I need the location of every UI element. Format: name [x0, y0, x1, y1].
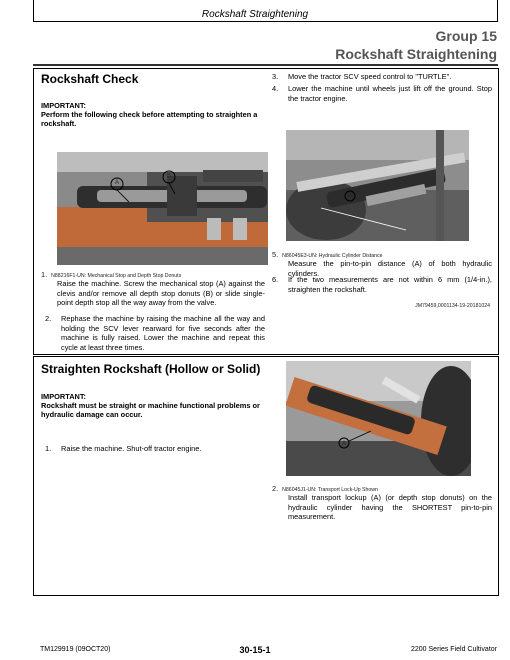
- step2-number: 2.: [45, 314, 52, 323]
- step5-body: Measure the pin-to-pin distance (A) of both hydraulic cylinders.: [288, 259, 492, 278]
- straighten-step1: [45, 444, 265, 454]
- step6-body: If the two measurements are not within 6 mm (1/4-in.), straighten the rockshaft.: [288, 275, 492, 294]
- step2-body: Rephase the machine by raising the machine all the way and holding the SCV lever rearward for five seconds after the machine is fully raised. Lower the machine and repeat this cycle at least three times.: [61, 314, 265, 352]
- straighten-important-label: IMPORTANT:: [41, 392, 87, 401]
- step1-text: [41, 279, 265, 308]
- figure2-callout-a: A: [348, 193, 353, 199]
- footer-manual-code: TM129919 (09OCT20): [40, 646, 111, 653]
- step4: [272, 84, 492, 103]
- document-reference: JM79459,0001134-19-20181024: [415, 303, 490, 309]
- hydraulic-cylinder-photo: [286, 130, 469, 241]
- figure2-caption: [272, 250, 383, 259]
- title-rule: [33, 64, 498, 66]
- rockshaft-check-title: Rockshaft Check: [41, 72, 139, 86]
- figure3-caption: [272, 484, 378, 493]
- header-frame-bottom: [33, 21, 498, 22]
- figure3-caption-text: N86045J1-UN: Transport Lock-Up Shown: [282, 487, 378, 493]
- rockshaft-check-important-label: IMPORTANT:: [41, 101, 87, 110]
- step3-number: 3.: [272, 72, 279, 81]
- running-head: Rockshaft Straightening: [201, 9, 309, 20]
- straighten-step2-body: Install transport lockup (A) (or depth stop donuts) on the hydraulic cylinder having the SHORTEST pin-to-pin measurement.: [288, 493, 492, 521]
- footer-page-number: 30-15-1: [239, 645, 271, 655]
- figure2-caption-text: N86045E3-UN: Hydraulic Cylinder Distance: [282, 253, 383, 259]
- straighten-important-text: Rockshaft must be straight or machine functional problems or hydraulic damage can occur.: [41, 401, 260, 419]
- straighten-step1-body: Raise the machine. Shut-off tractor engine.: [61, 444, 202, 453]
- figure1-callout-a: A: [115, 180, 120, 186]
- step1-body: Raise the machine. Screw the mechanical stop (A) against the clevis and/or remove all depth stop donuts (B) or slide single-point depth stop all the way away from the valve.: [57, 279, 265, 307]
- step3: [272, 72, 492, 82]
- step6-number: 6.: [272, 275, 279, 284]
- straighten-step2-text: [272, 493, 492, 522]
- section-title: Rockshaft Straightening: [335, 46, 497, 62]
- figure1-caption: [41, 270, 181, 279]
- transport-lockup-photo: [286, 361, 471, 476]
- straighten-step1-number: 1.: [45, 444, 52, 453]
- figure1-caption-text: N88216F1-UN: Mechanical Stop and Depth Stop Donuts: [51, 273, 182, 279]
- figure1-callout-b: B: [167, 173, 172, 179]
- step4-number: 4.: [272, 84, 279, 93]
- step1-number: 1.: [41, 270, 48, 279]
- group-title: Group 15: [435, 28, 497, 44]
- rockshaft-check-important-text: Perform the following check before attempting to straighten a rockshaft.: [41, 110, 258, 128]
- figure3-callout-a: A: [342, 441, 347, 447]
- footer-product-name: 2200 Series Field Cultivator: [411, 646, 497, 653]
- step3-body: Move the tractor SCV speed control to "TURTLE".: [288, 72, 452, 81]
- straighten-step2-number: 2.: [272, 484, 279, 493]
- step5-number: 5.: [272, 250, 279, 259]
- mechanical-stop-photo: [57, 152, 268, 265]
- step2: [45, 314, 265, 352]
- straighten-title: Straighten Rockshaft (Hollow or Solid): [41, 362, 261, 376]
- step6: [272, 275, 492, 294]
- step4-body: Lower the machine until wheels just lift off the ground. Stop the tractor engine.: [288, 84, 492, 103]
